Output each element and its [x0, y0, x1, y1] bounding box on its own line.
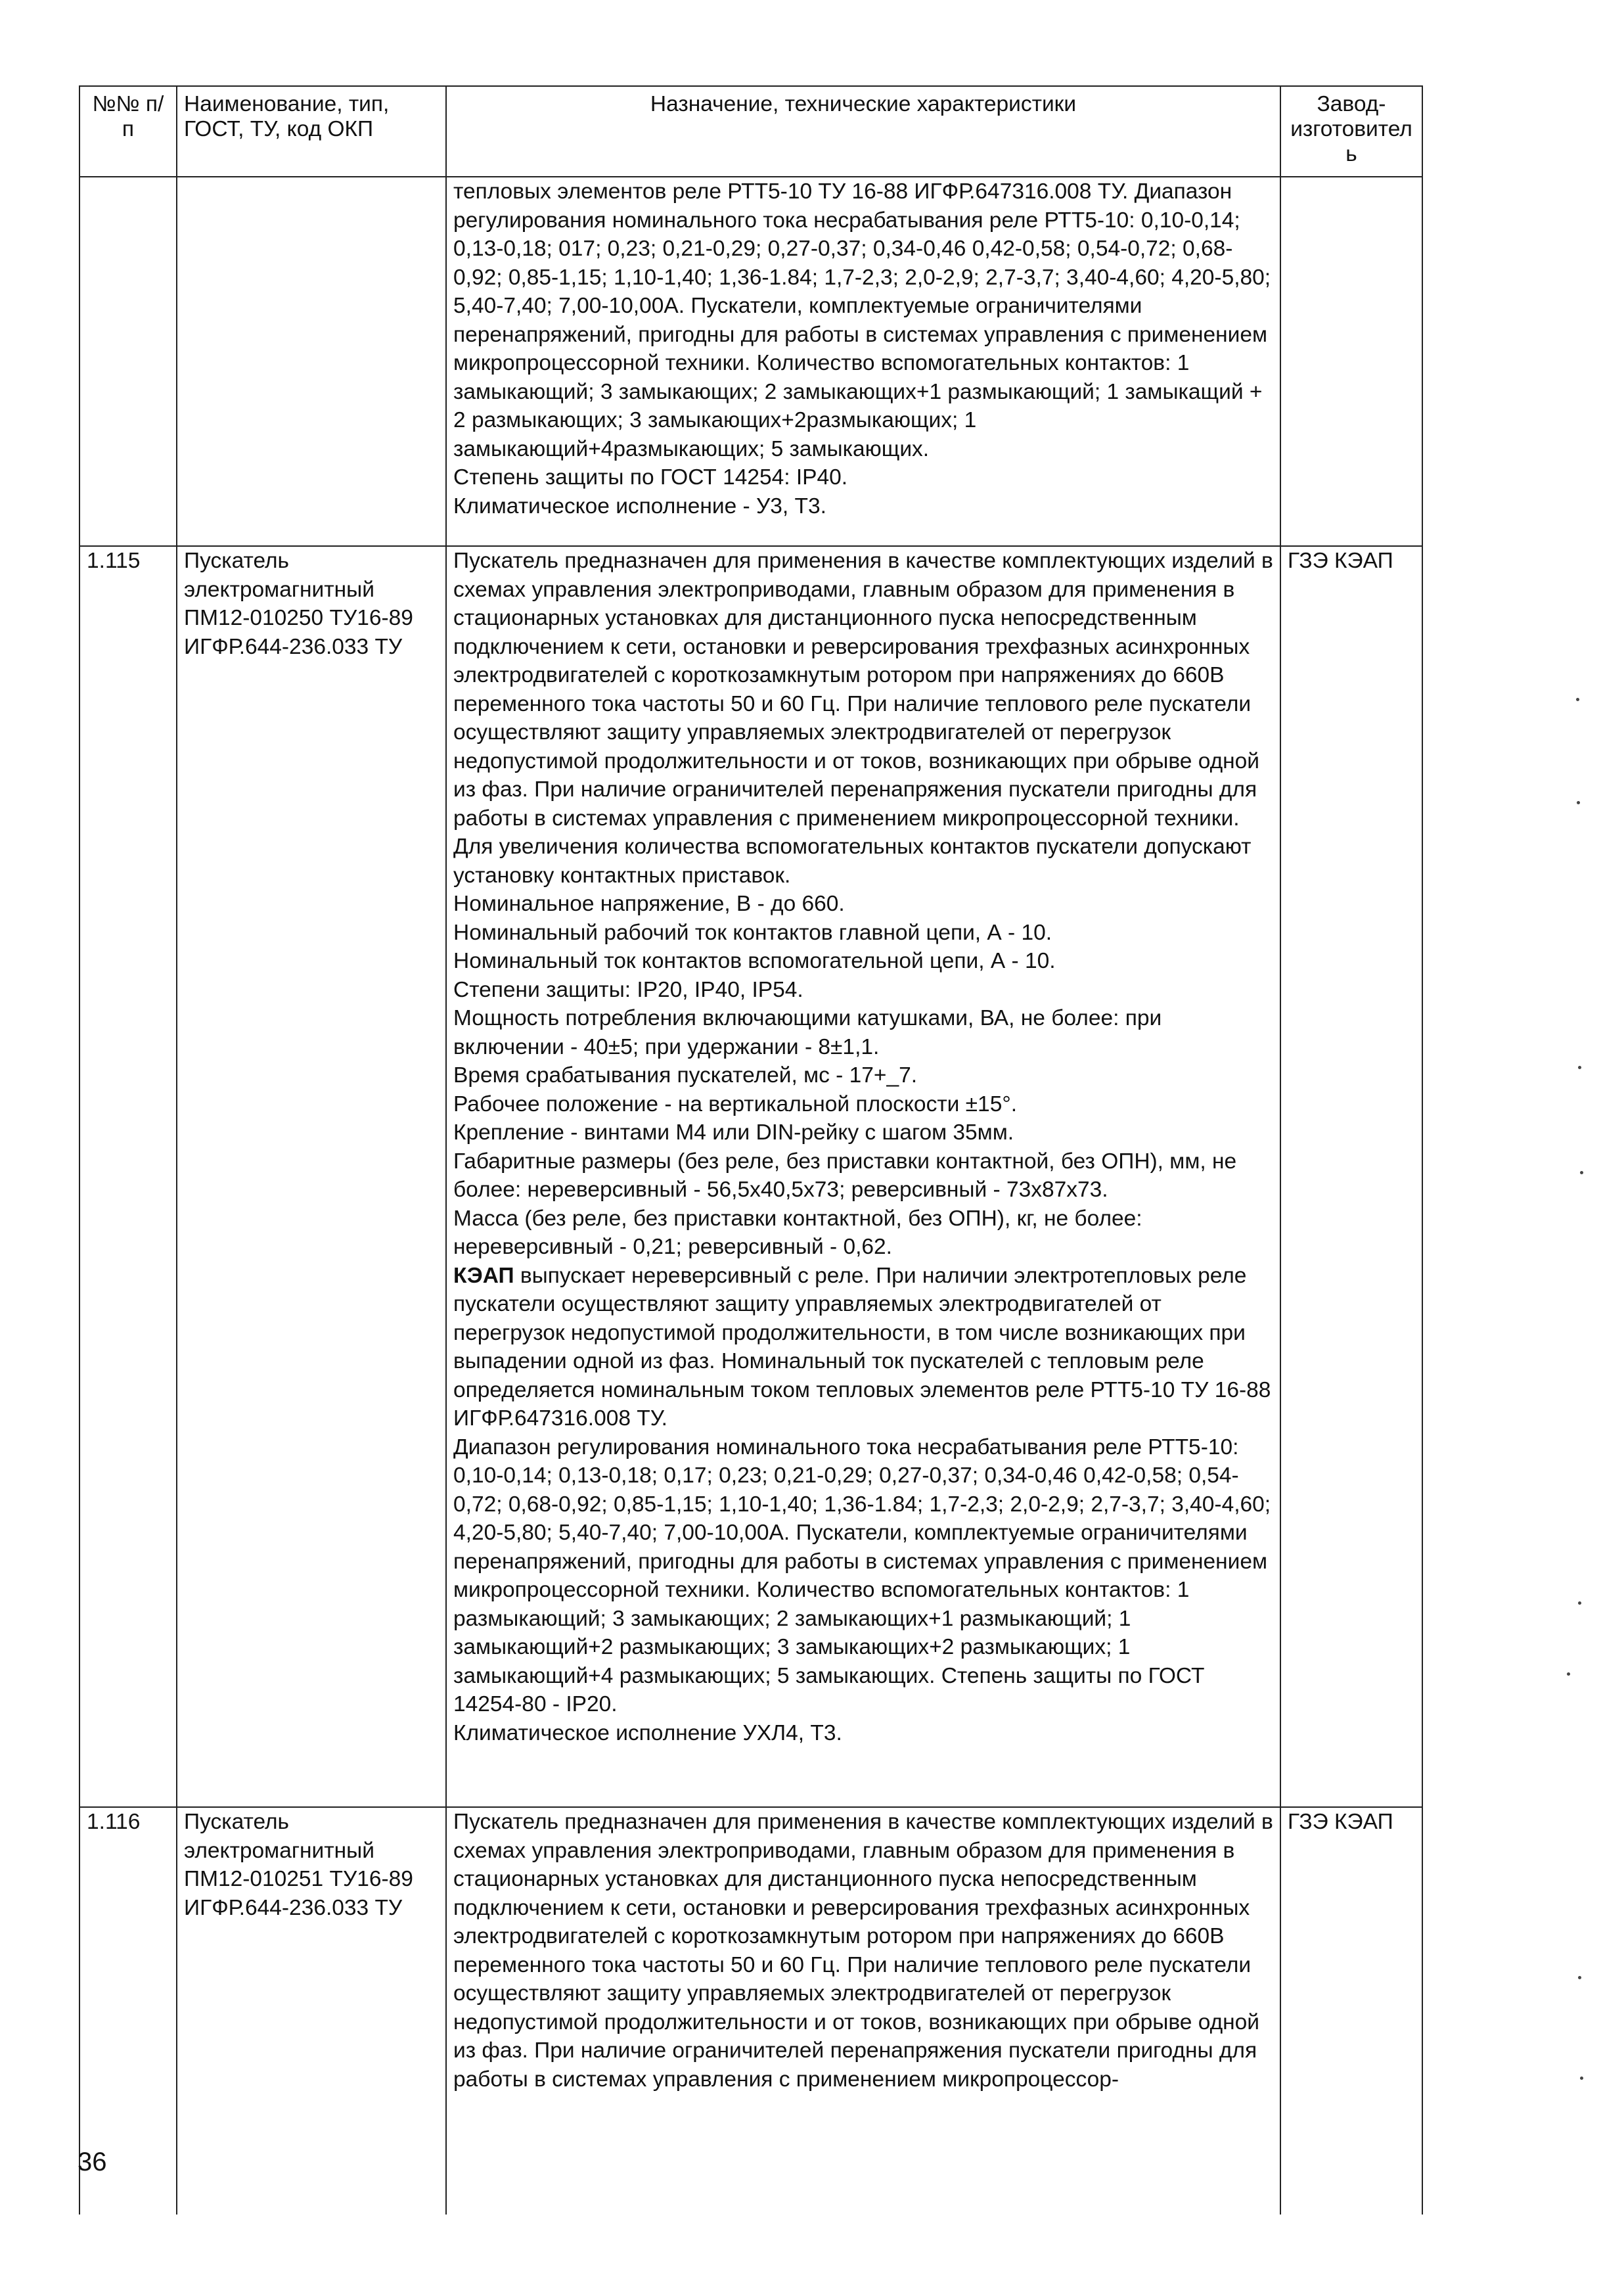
row-number: 1.115 — [79, 546, 177, 1807]
table-row — [79, 1807, 1422, 2215]
table-row — [79, 177, 1422, 546]
row-manufacturer: ГЗЭ КЭАП — [1280, 1807, 1422, 2215]
description-paragraph: Время срабатывания пускателей, мс - 17+_7. — [453, 1063, 918, 1088]
manufacturer-mention: КЭАП — [453, 1263, 514, 1288]
description-paragraph: тепловых элементов реле РТТ5-10 ТУ 16-88 ИГФР.647316.008 ТУ. Диапазон регулирования номинального тока несрабатывания реле РТТ5-10: 0,10-0,14; 0,13-0,18; 017; 0,23; 0,21-0,29; 0,27-0,37; 0,34-0,46 0,42-0,58; 0,54-0,72; 0,68-0,92; 0,85-1,15; 1,10-1,40; 1,36-1.84; 1,7-2,3; 2,0-2,9; 2,7-3,7; 3,40-4,60; 4,20-5,80; 5,40-7,40; 7,00-10,00А. Пускатели, комплектуемые ограничителями перенапряжений, пригодны для работы в системах управления с применением микропроцессорной техники. Количество вспомогательных контактов: 1 замыкающий; 3 замыкающих; 2 замыкающих+1 размыкающий; 1 замыкащий + 2 размыкающих; 3 замыкающих+2размыкающих; 1 замыкающий+4размыкающих; 5 замыкающих. — [453, 179, 1271, 461]
scan-speck — [1567, 1672, 1570, 1676]
row-description — [446, 177, 1280, 546]
header-manufacturer: Завод-изготовитель — [1280, 86, 1422, 177]
description-paragraph: Мощность потребления включающими катушками, ВА, не более: при включении - 40±5; при удержании - 8±1,1. — [453, 1006, 1162, 1059]
header-purpose: Назначение, технические характеристики — [446, 86, 1280, 177]
row-description — [446, 546, 1280, 1807]
description-paragraph: Габаритные размеры (без реле, без приставки контактной, без ОПН), мм, не более: нереверсивный - 56,5х40,5х73; реверсивный - 73х87х73. — [453, 1149, 1237, 1202]
table-row — [79, 546, 1422, 1807]
description-paragraph: Степени защиты: IP20, IP40, IP54. — [453, 977, 803, 1002]
header-number: №№ п/п — [79, 86, 177, 177]
row-name: Пускатель электромагнитный ПМ12-010251 ТУ16-89 ИГФР.644-236.033 ТУ — [177, 1807, 446, 2215]
header-row — [79, 86, 1422, 177]
description-paragraph — [453, 1262, 1273, 1433]
description-paragraph: Номинальное напряжение, В - до 660. — [453, 892, 845, 916]
row-number — [79, 177, 177, 546]
spec-table — [79, 85, 1423, 2215]
description-paragraph: Рабочее положение - на вертикальной плоскости ±15°. — [453, 1091, 1018, 1116]
scan-speck — [1578, 1066, 1581, 1069]
description-paragraph: Климатическое исполнение УХЛ4, Т3. — [453, 1720, 842, 1745]
description-paragraph: Пускатель предназначен для применения в качестве комплектующих изделий в схемах управления электроприводами, главным образом для применения в стационарных установках для дистанционного пуска непосредственным подключением к сети, остановки и реверсирования трехфазных асинхронных электродвигателей с короткозамкнутым ротором при напряжениях до 660В переменного тока частоты 50 и 60 Гц. При наличие теплового реле пускатели осуществляют защиту управляемых электродвигателей от перегрузок недопустимой продолжительности и от токов, возникающих при обрыве одной из фаз. При наличие ограничителей перенапряжения пускатели пригодны для работы в системах управления с применением микропроцессор- — [453, 1810, 1273, 2092]
scan-speck — [1578, 1976, 1581, 1979]
description-paragraph: Пускатель предназначен для применения в качестве комплектующих изделий в схемах управления электроприводами, главным образом для применения в стационарных установках для дистанционного пуска непосредственным подключением к сети, остановки и реверсирования трехфазных асинхронных электродвигателей с короткозамкнутым ротором при напряжениях до 660В переменного тока частоты 50 и 60 Гц. При наличие теплового реле пускатели осуществляют защиту управляемых электродвигателей от перегрузок недопустимой продолжительности и от токов, возникающих при обрыве одной из фаз. При наличие ограничителей перенапряжения пускатели пригодны для работы в системах управления с применением микропроцессорной техники. Для увеличения количества вспомогательных контактов пускатели допускают установку контактных приставок. — [453, 549, 1273, 888]
row-description — [446, 1807, 1280, 2215]
row-number: 1.116 — [79, 1807, 177, 2215]
description-paragraph: Номинальный ток контактов вспомогательной цепи, А - 10. — [453, 949, 1056, 973]
header-name: Наименование, тип, ГОСТ, ТУ, код ОКП — [177, 86, 446, 177]
manufacturer-note: выпускает нереверсивный с реле. При наличии электротепловых реле пускатели осуществляют защиту управляемых электродвигателей от перегрузок недопустимой продолжительности, в том числе возникающих при выпадении одной из фаз. Номинальный ток пускателей с тепловым реле определяется номинальным током тепловых элементов реле РТТ5-10 ТУ 16-88 ИГФР.647316.008 ТУ. — [453, 1263, 1271, 1431]
description-paragraph: Крепление - винтами М4 или DIN-рейку с шагом 35мм. — [453, 1120, 1014, 1145]
scan-speck — [1576, 698, 1579, 701]
description-paragraph: Диапазон регулирования номинального тока несрабатывания реле РТТ5-10: 0,10-0,14; 0,13-0,18; 0,17; 0,23; 0,21-0,29; 0,27-0,37; 0,34-0,46 0,42-0,58; 0,54-0,72; 0,68-0,92; 0,85-1,15; 1,10-1,40; 1,36-1.84; 1,7-2,3; 2,0-2,9; 2,7-3,7; 3,40-4,60; 4,20-5,80; 5,40-7,40; 7,00-10,00А. Пускатели, комплектуемые ограничителями перенапряжений, пригодны для работы в системах управления с применением микропроцессорной техники. Количество вспомогательных контактов: 1 размыкающий; 3 замыкающих; 2 замыкающих+1 размыкающий; 1 замыкающий+2 размыкающих; 3 замыкающих+2 размыкающих; 1 замыкающий+4 размыкающих; 5 замыкающих. Степень защиты по ГОСТ 14254-80 - IP20. — [453, 1435, 1271, 1716]
scan-speck — [1578, 1601, 1581, 1605]
scan-speck — [1580, 1171, 1583, 1174]
scan-speck — [1577, 801, 1580, 804]
row-name: Пускатель электромагнитный ПМ12-010250 ТУ16-89 ИГФР.644-236.033 ТУ — [177, 546, 446, 1807]
description-paragraph: Степень защиты по ГОСТ 14254: IP40. — [453, 465, 848, 490]
description-paragraph: Климатическое исполнение - У3, Т3. — [453, 494, 826, 518]
row-name — [177, 177, 446, 546]
description-paragraph: Масса (без реле, без приставки контактной, без ОПН), кг, не более: нереверсивный - 0,21; реверсивный - 0,62. — [453, 1206, 1142, 1259]
row-manufacturer: ГЗЭ КЭАП — [1280, 546, 1422, 1807]
page-number: 36 — [78, 2147, 107, 2176]
row-manufacturer — [1280, 177, 1422, 546]
description-paragraph: Номинальный рабочий ток контактов главной цепи, А - 10. — [453, 920, 1052, 945]
scan-speck — [1580, 2077, 1583, 2080]
